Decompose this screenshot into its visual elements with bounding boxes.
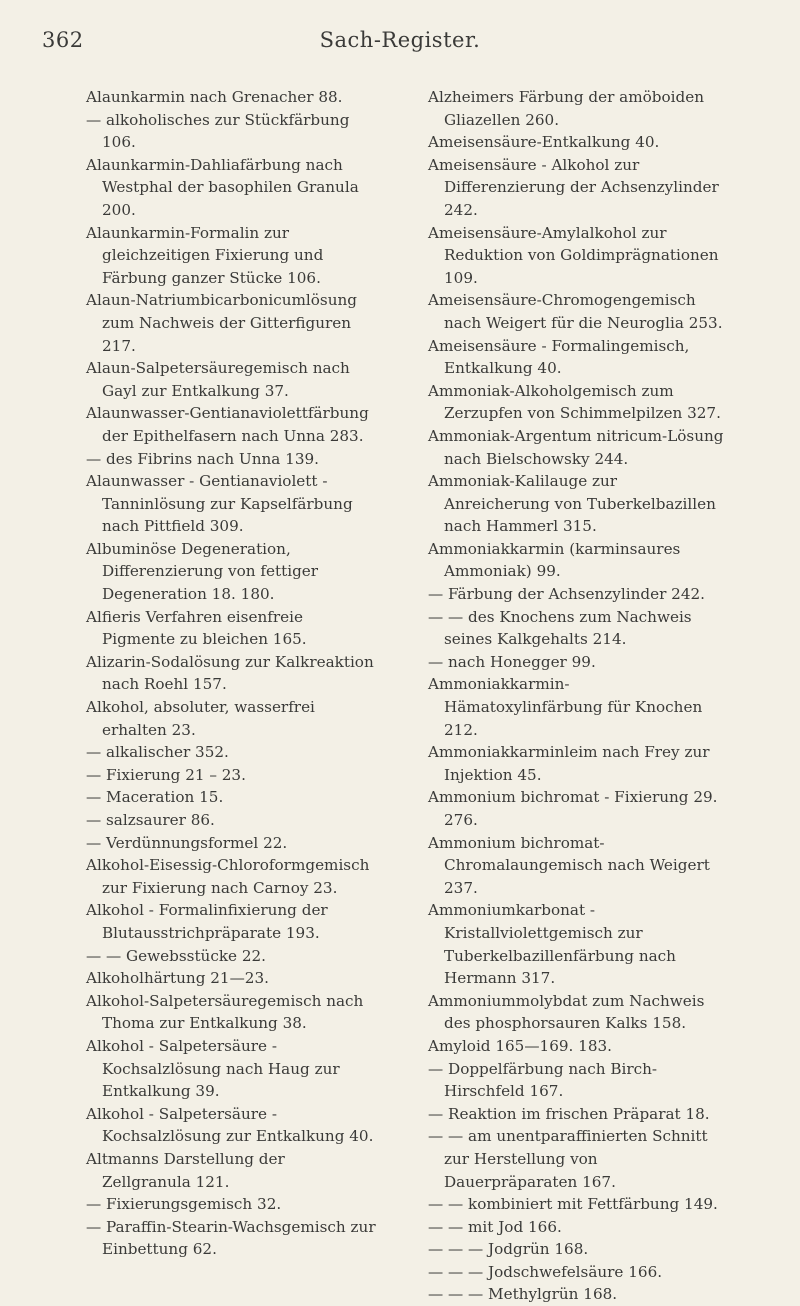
- index-entry: Ammoniummolybdat zum Nachweis des phosphorsauren Kalks 158.: [428, 991, 705, 1033]
- index-entry: Ammonium bichromat - Fixierung 29. 276.: [428, 788, 718, 829]
- index-entry: Alaunwasser-Gentianaviolettfärbung der Epithelfasern nach Unna 283.: [86, 404, 369, 445]
- index-entry: Altmanns Darstellung der Zellgranula 121.: [86, 1149, 285, 1191]
- index-entry: — — — Jodgrün 168.: [428, 1240, 589, 1259]
- index-entry: — Fixierung 21 – 23.: [86, 765, 246, 784]
- index-entry: Alfieris Verfahren eisenfreie Pigmente zu bleichen 165.: [86, 607, 307, 649]
- index-entry: Alaun-Natriumbicarbonicumlösung zum Nachweis der Gitterfiguren 217.: [86, 291, 357, 355]
- index-entry: — alkoholisches zur Stückfärbung 106.: [86, 110, 350, 152]
- index-entry: — — Gewebsstücke 22.: [86, 946, 267, 965]
- index-entry: — des Fibrins nach Unna 139.: [86, 449, 319, 468]
- index-entry: Ameisensäure-Amylalkohol zur Reduktion von Goldimprägnationen 109.: [428, 223, 719, 287]
- index-entry: Alizarin-Sodalösung zur Kalkreaktion nach Roehl 157.: [86, 652, 374, 694]
- index-entry: — Maceration 15.: [86, 788, 224, 807]
- index-entry: Ameisensäure - Formalingemisch, Entkalkung 40.: [428, 336, 690, 378]
- index-entry: — Färbung der Achsenzylinder 242.: [428, 585, 705, 604]
- index-entry: — — kombiniert mit Fettfärbung 149.: [428, 1195, 718, 1214]
- index-entry: Ammoniak-Argentum nitricum-Lösung nach Bielschowsky 244.: [428, 426, 724, 468]
- index-entry: — — — Methylgrün 168.: [428, 1285, 618, 1304]
- index-entry: Ammoniak-Kalilauge zur Anreicherung von Tuberkelbazillen nach Hammerl 315.: [428, 472, 716, 536]
- index-entry: — Doppelfärbung nach Birch-Hirschfeld 167.: [428, 1059, 658, 1101]
- index-entry: — — des Knochens zum Nachweis seines Kalkgehalts 214.: [428, 607, 692, 649]
- index-entry: — — — Jodschwefelsäure 166.: [428, 1262, 663, 1281]
- index-entry: Alzheimers Färbung der amöboiden Gliazellen 260.: [428, 88, 704, 129]
- index-entry: Alaunkarmin-Formalin zur gleichzeitigen Fixierung und Färbung ganzer Stücke 106.: [86, 223, 324, 287]
- page-header: Sach-Register.: [319, 28, 481, 52]
- index-entry: — — mit Jod 166.: [428, 1217, 562, 1236]
- left-column: [86, 86, 378, 1261]
- index-entry: Ameisensäure-Entkalkung 40.: [428, 133, 660, 152]
- index-entry: — nach Honegger 99.: [428, 652, 596, 671]
- index-entry: Alaunkarmin-Dahliafärbung nach Westphal der basophilen Granula 200.: [86, 155, 359, 219]
- index-entry: Alaunkarmin nach Grenacher 88.: [86, 88, 343, 106]
- index-entry: — Verdünnungsformel 22.: [86, 833, 288, 852]
- index-entry: — alkalischer 352.: [86, 743, 229, 762]
- index-entry: — Paraffin-Stearin-Wachsgemisch zur Einbettung 62.: [86, 1217, 376, 1259]
- index-entry: — Reaktion im frischen Präparat 18.: [428, 1104, 710, 1123]
- index-entry: Ammonium bichromat-Chromalaungemisch nach Weigert 237.: [428, 833, 710, 897]
- index-entry: Amyloid 165—169. 183.: [428, 1036, 612, 1055]
- index-entry: Albuminöse Degeneration, Differenzierung von fettiger Degeneration 18. 180.: [86, 539, 319, 604]
- index-entry: Ameisensäure - Alkohol zur Differenzierung der Achsenzylinder 242.: [428, 155, 719, 219]
- index-entry: Ammoniakkarminleim nach Frey zur Injektion 45.: [428, 743, 710, 784]
- page-number: 362: [42, 28, 84, 52]
- index-entry: Alaunwasser - Gentianaviolett - Tanninlösung zur Kapselfärbung nach Pittfield 309.: [86, 472, 353, 536]
- index-entry: Alkohol - Formalinfixierung der Blutausstrichpräparate 193.: [86, 901, 328, 942]
- index-entry: Ameisensäure-Chromogengemisch nach Weigert für die Neuroglia 253.: [428, 291, 723, 332]
- index-entry: Alkohol-Salpetersäuregemisch nach Thoma zur Entkalkung 38.: [86, 991, 364, 1033]
- index-entry: Ammoniakkarmin (karminsaures Ammoniak) 99.: [428, 539, 681, 581]
- index-entry: Ammoniumkarbonat - Kristallviolettgemisch zur Tuberkelbazillenfärbung nach Hermann 317.: [428, 901, 676, 988]
- index-entry: Ammoniak-Alkoholgemisch zum Zerzupfen von Schimmelpilzen 327.: [428, 381, 721, 423]
- index-entry: Alkoholhärtung 21—23.: [86, 969, 269, 988]
- index-entry: Alaun-Salpetersäuregemisch nach Gayl zur Entkalkung 37.: [86, 359, 350, 400]
- right-column: [428, 86, 724, 1306]
- index-entry: — Fixierungsgemisch 32.: [86, 1195, 282, 1214]
- index-entry: — — am unentparaffinierten Schnitt zur Herstellung von Dauerpräparaten 167.: [428, 1127, 708, 1191]
- index-entry: Alkohol, absoluter, wasserfrei erhalten 23.: [86, 698, 315, 739]
- index-entry: — salzsaurer 86.: [86, 811, 215, 829]
- index-entry: Alkohol - Salpetersäure - Kochsalzlösung zur Entkalkung 40.: [86, 1104, 374, 1146]
- index-entry: Ammoniakkarmin-Hämatoxylinfärbung für Knochen 212.: [428, 675, 703, 739]
- index-entry: Alkohol-Eisessig-Chloroformgemisch zur Fixierung nach Carnoy 23.: [86, 856, 370, 897]
- index-entry: Alkohol - Salpetersäure - Kochsalzlösung nach Haug zur Entkalkung 39.: [86, 1036, 340, 1101]
